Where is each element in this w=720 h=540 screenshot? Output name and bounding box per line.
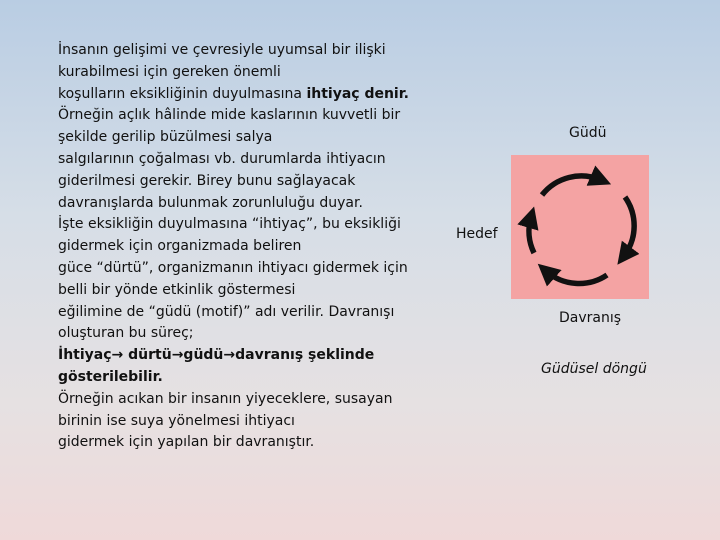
text-line: oluşturan bu süreç; — [58, 325, 194, 342]
text-line: gidermek için organizmada beliren — [58, 238, 302, 255]
text-line: giderilmesi gerekir. Birey bunu sağlayacak — [58, 172, 356, 189]
text-line: Örneğin acıkan bir insanın yiyeceklere, susayan — [58, 390, 393, 407]
text-line: gidermek için yapılan bir davranıştır. — [58, 434, 315, 451]
text-line-bold: İhtiyaç→ dürtü→güdü→davranış şeklinde — [58, 347, 375, 364]
text-line: Örneğin açlık hâlinde mide kaslarının kuvvetli bir — [58, 107, 401, 124]
text-line: kurabilmesi için gereken önemli — [58, 63, 281, 80]
label-davranis: Davranış — [559, 310, 622, 326]
need-definition-bold: ihtiyaç denir. — [306, 85, 409, 102]
text-line: eğilimine de “güdü (motif)” adı verilir. Davranışı — [58, 303, 395, 320]
text-line: İnsanın gelişimi ve çevresiyle uyumsal bir ilişki — [58, 42, 386, 58]
text-line: belli bir yönde etkinlik göstermesi — [58, 281, 296, 298]
text-line-bold: gösterilebilir. — [58, 368, 163, 385]
text-line-part: koşulların eksikliğinin duyulmasına — [58, 85, 307, 102]
text-line — [58, 84, 430, 106]
text-line: İşte eksikliğin duyulmasına “ihtiyaç”, bu eksikliği — [58, 216, 401, 233]
text-line: davranışlarda bulunmak zorunluluğu duyar. — [58, 194, 363, 211]
text-line: salgılarının çoğalması vb. durumlarda ihtiyacın — [58, 150, 386, 167]
text-line: güce “dürtü”, organizmanın ihtiyacı gidermek için — [58, 259, 408, 276]
diagram-caption: Güdüsel döngü — [541, 361, 647, 377]
label-gudu: Güdü — [569, 125, 607, 141]
cycle-arrows-icon — [511, 155, 649, 299]
cycle-diagram — [511, 155, 649, 299]
text-line: birinin ise suya yönelmesi ihtiyacı — [58, 412, 295, 429]
description-text — [58, 40, 430, 454]
label-hedef: Hedef — [456, 226, 498, 242]
text-line: şekilde gerilip büzülmesi salya — [58, 129, 273, 146]
